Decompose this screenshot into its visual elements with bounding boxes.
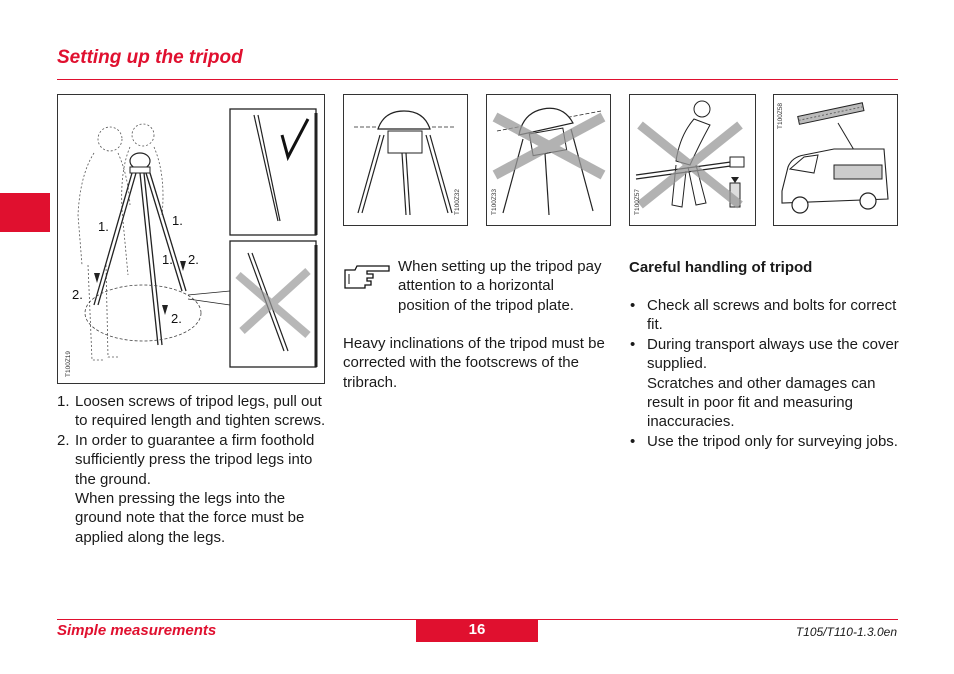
handling-list — [629, 296, 899, 451]
page-number: 16 — [416, 620, 538, 642]
list-item: 2. In order to guarantee a firm foothold sufficiently press the tripod legs into the ground. When pressing the legs into the ground note that the force must be applied along the legs. — [57, 431, 315, 546]
figure-van-transport — [773, 94, 898, 226]
document-id: T105/T110-1.3.0en — [795, 625, 897, 639]
section-tab-marker — [0, 193, 50, 232]
list-item: 1. Loosen screws of tripod legs, pull out to required length and tighten screws. — [57, 393, 326, 430]
figure-tilted-plate — [486, 94, 611, 226]
inclination-paragraph: Heavy inclinations of the tripod must be corrected with the footscrews of the tribrach. — [343, 335, 605, 391]
label-step2-b: 2. — [72, 287, 83, 302]
label-step1-b: 1. — [172, 213, 183, 228]
setup-steps — [57, 392, 327, 547]
figure-code: T100Z58 — [777, 102, 784, 129]
figure-tripod-setup — [57, 94, 325, 384]
header-rule — [57, 79, 898, 80]
pointing-hand-icon — [343, 262, 391, 295]
label-step1-a: 1. — [98, 219, 109, 234]
footer-section: Simple measurements — [57, 622, 217, 639]
figure-code: T100Z19 — [65, 350, 72, 377]
figure-horizontal-plate — [343, 94, 468, 226]
label-step2-a: 2. — [188, 252, 199, 267]
list-item: • Use the tripod only for surveying jobs. — [630, 432, 898, 450]
figure-code: T100Z33 — [491, 188, 498, 215]
figure-carrying-tripod — [629, 94, 756, 226]
figure-code: T100Z57 — [634, 188, 641, 215]
label-step1-c: 1. — [162, 252, 173, 267]
list-item: • Check all screws and bolts for correct fit. — [630, 297, 897, 334]
tripod-note: When setting up the tripod pay attention to a horizontal position of the tripod plate. — [398, 258, 602, 314]
list-item: • During transport always use the cover supplied. Scratches and other damages can result in poor fit and measuring inaccuracies. — [630, 335, 899, 431]
handling-heading: Careful handling of tripod — [629, 259, 813, 276]
label-step2-c: 2. — [171, 311, 182, 326]
figure-code: T100Z32 — [454, 188, 461, 215]
page-title: Setting up the tripod — [57, 47, 243, 68]
